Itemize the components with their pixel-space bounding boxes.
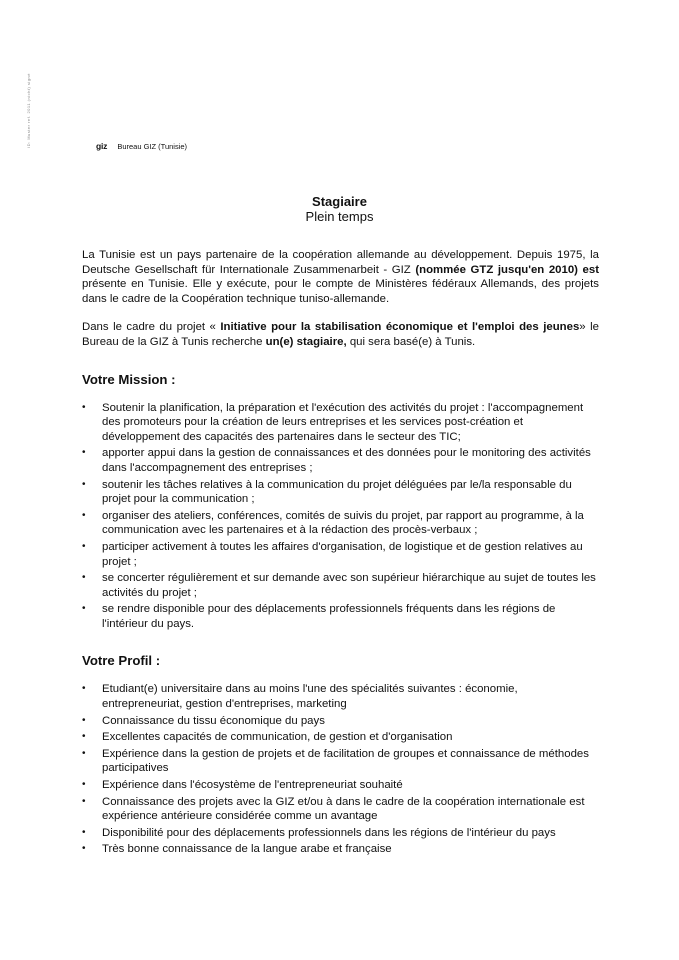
intro-text: présente en Tunisie. Elle y exécute, pour le compte de Ministères fédéraux Allemands, des projets dans le cadre de la Coopération technique tuniso-allemande. <box>82 278 599 305</box>
side-margin-text: ID: Muster ref. 2011 (nicht) signé <box>26 73 31 148</box>
bullet-icon: • <box>82 779 86 791</box>
intro-text: qui sera basé(e) à Tunis. <box>346 335 476 348</box>
bullet-icon: • <box>82 683 86 695</box>
list-item <box>82 747 599 776</box>
bullet-icon: • <box>82 401 86 413</box>
giz-logo: giz <box>96 141 108 151</box>
bullet-icon: • <box>82 795 86 807</box>
title-block <box>0 194 679 224</box>
list-item <box>82 446 599 475</box>
list-item <box>82 842 599 857</box>
list-item-text: se rendre disponible pour des déplacements professionnels fréquents dans les régions de l'intérieur du pays. <box>102 603 556 630</box>
list-item-text: Excellentes capacités de communication, de gestion et d'organisation <box>102 731 453 744</box>
document-header <box>96 141 187 151</box>
project-name: Initiative pour la stabilisation économique et l'emploi des jeunes <box>220 321 580 334</box>
intro-text: » le Bureau de la GIZ à Tunis recherche <box>82 321 599 348</box>
list-item <box>82 478 599 507</box>
list-item <box>82 795 599 824</box>
list-item-text: organiser des ateliers, conférences, comités de suivis du projet, par rapport au programme, à la communication avec les partenaires et à la rédaction des procès-verbaux ; <box>102 509 584 537</box>
bullet-icon: • <box>82 572 86 584</box>
intro-paragraph-2 <box>82 320 599 349</box>
list-item-text: apporter appui dans la gestion de connaissances et des données pour le monitoring des activités dans l'accompagnement des entreprises ; <box>102 447 591 474</box>
mission-list <box>82 401 599 632</box>
job-title: Stagiaire <box>312 194 367 209</box>
bullet-icon: • <box>82 731 86 743</box>
bullet-icon: • <box>82 603 86 615</box>
mission-heading: Votre Mission : <box>82 371 176 387</box>
list-item <box>82 826 599 841</box>
bullet-icon: • <box>82 509 86 521</box>
intro-text: La Tunisie est un pays partenaire de la coopération allemande au développement. Depuis 1975, la Deutsche Gesellschaft für Internationale Zusammenarbeit - GIZ <box>82 249 599 276</box>
list-item <box>82 602 599 631</box>
list-item-text: Connaissance des projets avec la GIZ et/ou à dans le cadre de la coopération internationale est expérience antérieure considérée comme un avantage <box>102 795 585 823</box>
position-name: un(e) stagiaire, <box>265 335 347 348</box>
list-item <box>82 509 599 538</box>
list-item-text: Très bonne connaissance de la langue arabe et française <box>102 843 392 856</box>
list-item <box>82 730 599 745</box>
bullet-icon: • <box>82 478 86 490</box>
office-name: Bureau GIZ (Tunisie) <box>117 142 188 151</box>
list-item <box>82 714 599 729</box>
list-item-text: Etudiant(e) universitaire dans au moins l'une des spécialités suivantes : économie, entrepreneuriat, gestion d'entreprises, marketing <box>102 683 518 711</box>
intro-text-emphasis: (nommée GTZ jusqu'en 2010) est <box>415 263 599 276</box>
list-item <box>82 540 599 569</box>
list-item-text: se concerter régulièrement et sur demande avec son supérieur hiérarchique au sujet de toutes les activités du projet ; <box>102 572 596 599</box>
profile-list <box>82 682 599 857</box>
list-item-text: Expérience dans la gestion de projets et de facilitation de groupes et connaissance de méthodes participatives <box>102 747 589 775</box>
bullet-icon: • <box>82 747 86 759</box>
list-item <box>82 401 599 445</box>
bullet-icon: • <box>82 447 86 459</box>
intro-paragraph-1 <box>82 248 599 306</box>
profile-heading: Votre Profil : <box>82 653 161 669</box>
list-item-text: Soutenir la planification, la préparation et l'exécution des activités du projet : l'accompagnement des promoteurs pour la création de leurs entreprises et les services post-création et développement des capacités des partenaires dans le secteur des TIC; <box>102 401 584 443</box>
list-item <box>82 778 599 793</box>
bullet-icon: • <box>82 826 86 838</box>
list-item-text: Disponibilité pour des déplacements professionnels dans les régions de l'intérieur du pays <box>102 826 556 839</box>
list-item-text: Connaissance du tissu économique du pays <box>102 714 325 727</box>
list-item-text: soutenir les tâches relatives à la communication du projet déléguées par le/la responsable du projet pour la communication ; <box>102 478 572 506</box>
job-subtitle: Plein temps <box>305 209 374 224</box>
document-body <box>82 248 599 859</box>
bullet-icon: • <box>82 714 86 726</box>
list-item <box>82 682 599 711</box>
list-item <box>82 571 599 600</box>
list-item-text: Expérience dans l'écosystème de l'entrepreneuriat souhaité <box>102 779 403 792</box>
bullet-icon: • <box>82 843 86 855</box>
intro-text: Dans le cadre du projet « <box>82 321 221 334</box>
list-item-text: participer activement à toutes les affaires d'organisation, de logistique et de gestion relatives au projet ; <box>102 540 583 568</box>
bullet-icon: • <box>82 540 86 552</box>
